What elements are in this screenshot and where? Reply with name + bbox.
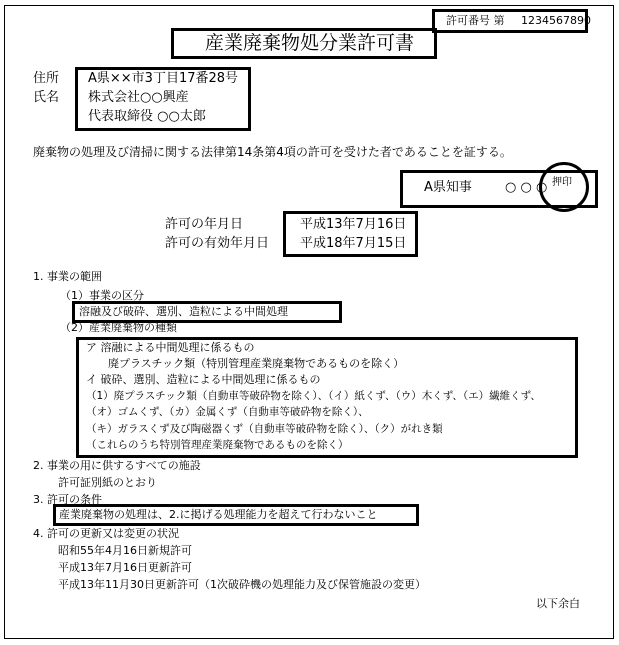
waste-type-line: ア 溶融による中間処理に係るもの — [86, 341, 255, 354]
permit-number-label: 許可番号 第 — [446, 14, 505, 27]
name-label: 氏名 — [33, 90, 60, 105]
section2-body: 許可証別紙のとおり — [58, 476, 157, 489]
waste-type-line: イ 破砕、選別、造粒による中間処理に係るもの — [86, 373, 321, 386]
holder-company: 株式会社○○興産 — [88, 90, 189, 105]
waste-types-label: （2）産業廃棄物の種類 — [60, 321, 177, 334]
seal-mark: 押印 — [552, 177, 572, 188]
renewal-line: 平成13年11月30日更新許可（1次破砕機の処理能力及び保管施設の変更） — [58, 578, 426, 591]
issuer-name: ○ ○ ○ — [505, 180, 548, 195]
certification-text: 廃棄物の処理及び清掃に関する法律第14条第4項の許可を受けた者であることを証する。 — [33, 145, 512, 159]
section3-body: 産業廃棄物の処理は、2.に掲げる処理能力を超えて行わないこと — [59, 508, 378, 521]
renewal-line: 昭和55年4月16日新規許可 — [58, 544, 192, 557]
waste-type-line: 廃プラスチック類（特別管理産業廃棄物であるものを除く） — [108, 357, 405, 370]
waste-type-line: （1）廃プラスチック類（自動車等破砕物を除く）、（イ）紙くず、（ウ）木くず、（エ）繊維くず、 — [86, 390, 541, 402]
permit-date-value: 平成13年7月16日 — [300, 217, 407, 232]
holder-representative: 代表取締役 ○○太郎 — [88, 109, 206, 124]
page-title: 産業廃棄物処分業許可書 — [205, 32, 415, 54]
business-category-label: （1）事業の区分 — [60, 289, 144, 302]
permit-date-label: 許可の年月日 — [165, 217, 244, 232]
section4-heading: 4. 許可の更新又は変更の状況 — [33, 527, 179, 540]
expiry-date-label: 許可の有効年月日 — [165, 236, 270, 251]
business-category-value: 溶融及び破砕、選別、造粒による中間処理 — [79, 305, 288, 318]
section2-heading: 2. 事業の用に供するすべての施設 — [33, 459, 201, 472]
renewal-line: 平成13年7月16日更新許可 — [58, 561, 192, 574]
section3-heading: 3. 許可の条件 — [33, 493, 102, 506]
waste-type-line: （これらのうち特別管理産業廃棄物であるものを除く） — [86, 439, 349, 451]
section1-heading: 1. 事業の範囲 — [33, 270, 102, 283]
waste-type-line: （キ）ガラスくず及び陶磁器くず（自動車等破砕物を除く）、（ク）がれき類 — [86, 423, 443, 435]
holder-address: A県××市3丁目17番28号 — [88, 71, 239, 86]
issuer-title: A県知事 — [424, 180, 472, 195]
address-label: 住所 — [33, 71, 60, 86]
expiry-date-value: 平成18年7月15日 — [300, 236, 407, 251]
waste-type-line: （オ）ゴムくず、（カ）金属くず（自動車等破砕物を除く）、 — [86, 406, 369, 418]
closing-text: 以下余白 — [536, 597, 580, 610]
permit-number-value: 1234567890 — [521, 14, 591, 27]
